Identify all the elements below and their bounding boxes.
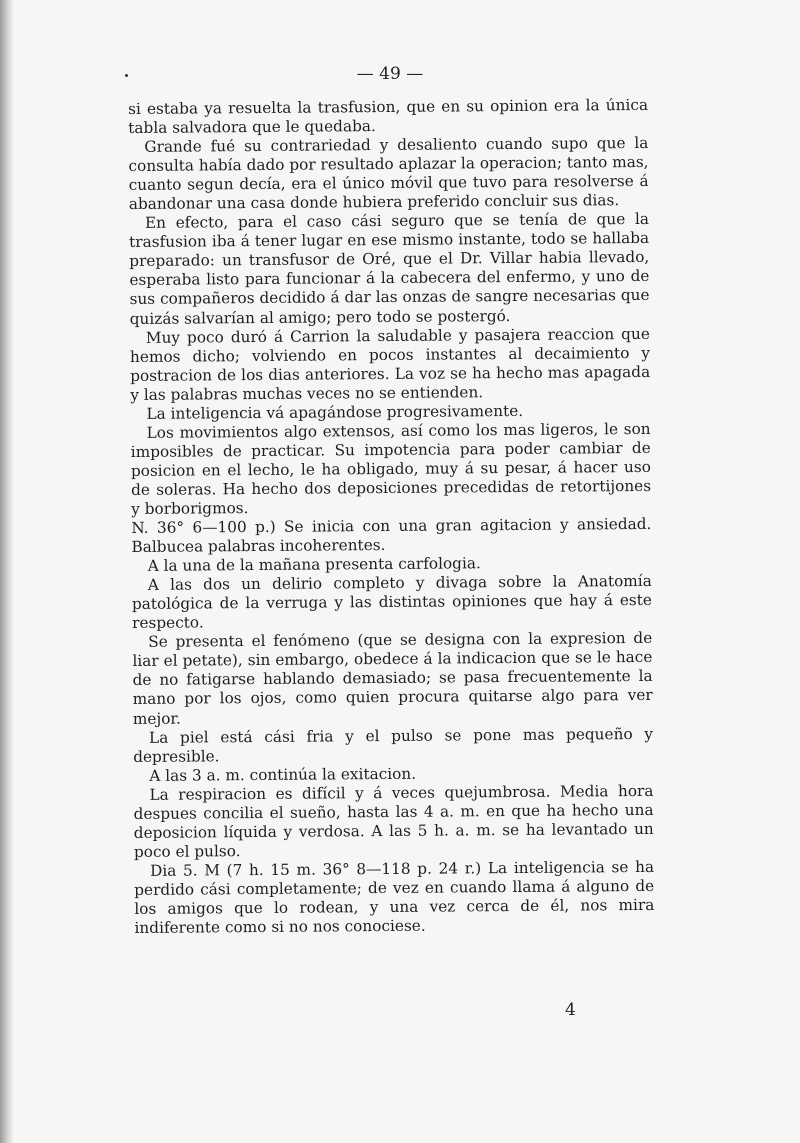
paragraph: Grande fué su contrariedad y desaliento cuando supo que la consulta había dado por resultado aplazar la operacion; tanto mas, cuanto segun decía, era el único móvil que tuvo para resolverse á abandonar una casa donde hubiera preferido concluir sus dias.	[128, 134, 649, 214]
paragraph: A la una de la mañana presenta carfologia.	[147, 554, 481, 575]
paragraph: La respiracion es difícil y á veces quejumbrosa. Media hora despues concilia el sueño, hasta las 4 a. m. en que ha hecho una deposicion líquida y verdosa. A las 5 h. a. m. se ha levantado un poco el pulso.	[133, 781, 654, 861]
paragraph: La piel está cási fria y el pulso se pone mas pequeño y depresible.	[133, 724, 654, 766]
paragraph: si estaba ya resuelta la trasfusion, que en su opinion era la única tabla salvadora que le quedaba.	[128, 95, 649, 138]
body-text	[128, 96, 655, 938]
paragraph: La inteligencia vá apagándose progresivamente.	[146, 401, 524, 423]
paragraph: A las 3 a. m. continúa la exitacion.	[149, 764, 417, 785]
signature-mark: 4	[565, 1000, 576, 1020]
paragraph: Muy poco duró á Carrion la saludable y pasajera reaccion que hemos dicho; volviendo en pocos instantes al decaimiento y postracion de los dias anteriores. La voz se ha hecho mas apagada y las palabras muchas veces no se entienden.	[129, 324, 651, 404]
page-binding-shadow	[0, 0, 14, 1143]
paragraph: En efecto, para el caso cási seguro que se tenía de que la trasfusion iba á tener lugar en ese mismo instante, todo se hallaba preparado: un transfusor de Oré, que el Dr. Villar habia llevado, esperaba listo para funcionar á la cabecera del enfermo, y uno de sus compañeros decidido á dar las onzas de sangre necesarias que quizás salvarían al amigo; pero todo se postergó.	[129, 210, 650, 328]
paragraph: Los movimientos algo extensos, así como los mas ligeros, le son imposibles de practicar. Su impotencia para poder cambiar de posicion en el lecho, le ha obligado, muy á su pesar, á hacer uso de soleras. Ha hecho dos deposiciones precedidas de retortijones y borborigmos.	[130, 419, 652, 518]
paragraph: Se presenta el fenómeno (que se designa con la expresion de liar el petate), sin embargo, obedece á la indicacion que se le hace de no fatigarse hablando demasiado; se pasa frecuentemente la mano por los ojos, como quien procura quitarse algo para ver mejor.	[132, 629, 653, 728]
page-number: — 49 —	[356, 64, 424, 84]
paragraph: N. 36° 6—100 p.) Se inicia con una gran agitacion y ansiedad. Balbucea palabras incoherentes.	[131, 514, 652, 557]
paragraph: A las dos un delirio completo y divaga sobre la Anatomía patológica de la verruga y las distintas opiniones que hay á este respecto.	[131, 572, 653, 633]
paragraph: Dia 5. M (7 h. 15 m. 36° 8—118 p. 24 r.) La inteligencia se ha perdido cási completamente; de vez en cuando llama á alguno de los amigos que lo rodean, y una vez cerca de él, nos mira indiferente como si no nos conociese.	[134, 857, 655, 937]
